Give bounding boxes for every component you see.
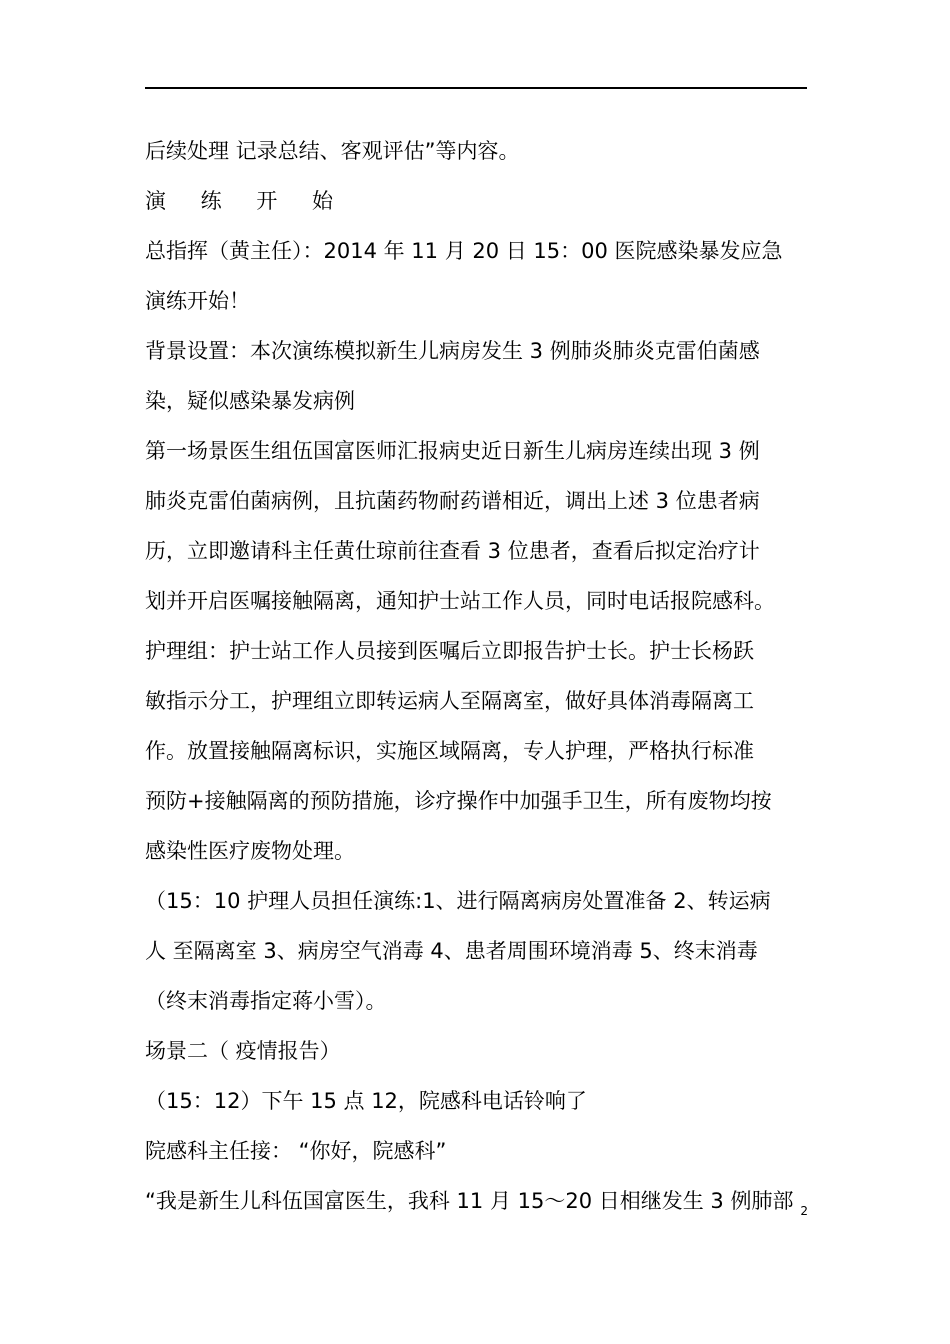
text-line: 肺炎克雷伯菌病例，且抗菌药物耐药谱相近，调出上述 3 位患者病 xyxy=(145,489,760,513)
text-line: 感染性医疗废物处理。 xyxy=(145,839,355,863)
page-number: 2 xyxy=(800,1204,808,1218)
text-line: “我是新生儿科伍国富医生，我科 11 月 15～20 日相继发生 3 例肺部 xyxy=(145,1189,794,1213)
header-rule xyxy=(145,87,807,89)
text-line: 演练开始！ xyxy=(145,289,250,313)
section-heading: 演 练 开 始 xyxy=(145,189,348,213)
text-line: 院感科主任接： “你好，院感科” xyxy=(145,1139,447,1163)
text-line: 历，立即邀请科主任黄仕琼前往查看 3 位患者，查看后拟定治疗计 xyxy=(145,539,760,563)
text-line: 预防+接触隔离的预防措施，诊疗操作中加强手卫生，所有废物均按 xyxy=(145,789,772,813)
text-line: 第一场景医生组伍国富医师汇报病史近日新生儿病房连续出现 3 例 xyxy=(145,439,760,463)
text-line: 作。放置接触隔离标识，实施区域隔离，专人护理，严格执行标准 xyxy=(145,739,754,763)
text-line: 护理组：护士站工作人员接到医嘱后立即报告护士长。护士长杨跃 xyxy=(145,639,754,663)
text-line: （终末消毒指定蒋小雪）。 xyxy=(145,989,387,1013)
text-line: 染，疑似感染暴发病例 xyxy=(145,389,355,413)
text-line: 划并开启医嘱接触隔离，通知护士站工作人员，同时电话报院感科。 xyxy=(145,589,775,613)
body-text xyxy=(145,126,817,1226)
text-line: （15：10 护理人员担任演练:1、进行隔离病房处置准备 2、转运病 xyxy=(145,889,771,913)
text-line: 敏指示分工，护理组立即转运病人至隔离室，做好具体消毒隔离工 xyxy=(145,689,754,713)
text-line: 背景设置：本次演练模拟新生儿病房发生 3 例肺炎肺炎克雷伯菌感 xyxy=(145,339,760,363)
text-line: （15：12）下午 15 点 12，院感科电话铃响了 xyxy=(145,1089,587,1113)
text-line: 场景二（ 疫情报告） xyxy=(145,1039,341,1063)
text-line: 总指挥（黄主任）：2014 年 11 月 20 日 15：00 医院感染暴发应急 xyxy=(145,239,783,263)
text-line: 人 至隔离室 3、病房空气消毒 4、患者周围环境消毒 5、终末消毒 xyxy=(145,939,758,963)
text-line: 后续处理 记录总结、客观评估”等内容。 xyxy=(145,139,520,163)
